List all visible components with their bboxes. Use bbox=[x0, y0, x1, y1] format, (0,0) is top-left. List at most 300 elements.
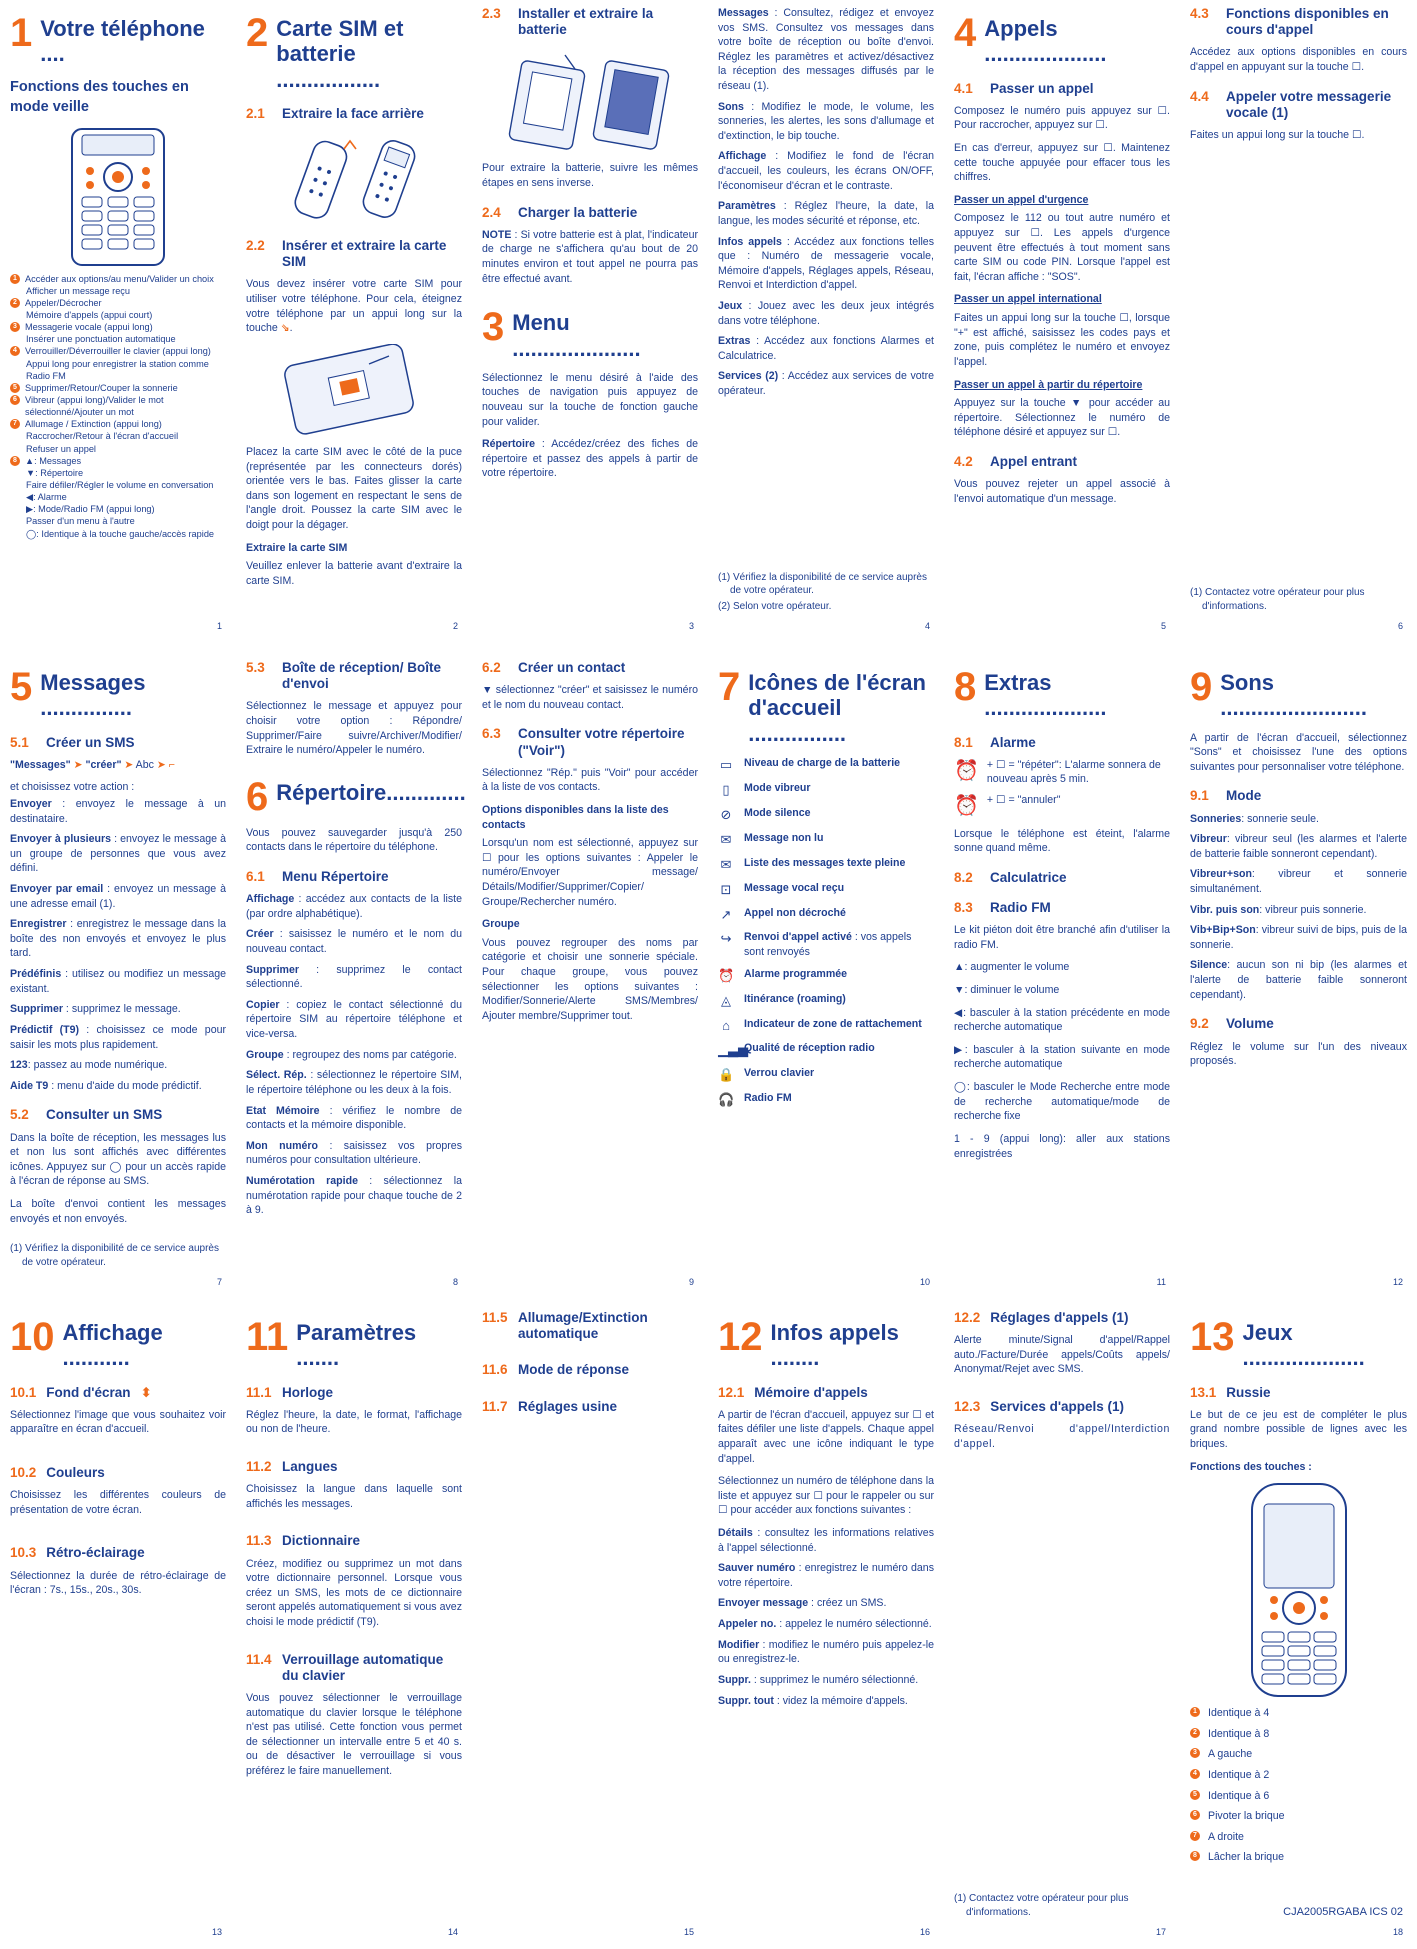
paragraph: Sélectionnez "Rép." puis "Voir" pour accéder à la liste de vos contacts. bbox=[482, 766, 698, 794]
status-icon-label bbox=[744, 930, 934, 959]
definition-item bbox=[718, 1561, 934, 1590]
definition-term: Affichage bbox=[246, 893, 295, 906]
key-function-text: Faire défiler/Régler le volume en conversation bbox=[26, 479, 214, 490]
radio-control-item: ◯: basculer le Mode Recherche entre mode de recherche automatique/mode de recherche fixe bbox=[954, 1081, 1170, 1123]
menu-path-step: "Messages" bbox=[10, 758, 71, 771]
definition-term: Supprimer bbox=[246, 963, 299, 976]
sub-heading: Extraire la carte SIM bbox=[246, 541, 348, 554]
section-title: Fonctions des touches en mode veille bbox=[10, 78, 189, 115]
page-number: 12 bbox=[1392, 1276, 1403, 1287]
definition-text: : appelez le numéro sélectionné. bbox=[776, 1618, 932, 1631]
definition-term: Modifier bbox=[718, 1638, 760, 1651]
definition-item bbox=[10, 832, 226, 876]
section-title: Mémoire d'appels bbox=[754, 1384, 868, 1400]
chapter-title: Carte SIM et batterie ................. bbox=[276, 16, 404, 92]
definition-text: : envoyez le message à un groupe de personnes que vous avez défini. bbox=[10, 833, 226, 875]
definition-item bbox=[1190, 923, 1407, 952]
status-icon-item bbox=[718, 806, 934, 824]
key-function-item bbox=[10, 418, 226, 430]
status-icon-label bbox=[744, 881, 844, 896]
section-heading bbox=[954, 735, 1170, 751]
chapter-title: Icônes de l'écran d'accueil ................ bbox=[748, 670, 926, 746]
definition-term: Suppr. tout bbox=[718, 1694, 774, 1707]
definition-item bbox=[1190, 867, 1407, 896]
footnote: (1) Vérifiez la disponibilité de ce service auprès de votre opérateur. bbox=[10, 1243, 219, 1269]
section-heading bbox=[10, 1385, 226, 1401]
definition-term: Vib+Bip+Son bbox=[1190, 924, 1256, 937]
definition-term: Créer bbox=[246, 928, 274, 941]
status-icon-name: Message vocal reçu bbox=[744, 881, 845, 894]
key-number-badge: 2 bbox=[10, 298, 20, 308]
definition-term: Groupe bbox=[246, 1048, 284, 1061]
definition-term: Appeler no. bbox=[718, 1618, 777, 1631]
chapter-title: Extras .................... bbox=[984, 670, 1107, 721]
key-function-text: ◀: Alarme bbox=[26, 492, 67, 503]
page-15 bbox=[472, 1310, 708, 1942]
status-icon-note: : vos appels sont renvoyés bbox=[744, 931, 912, 959]
section-title: Insérer et extraire la carte SIM bbox=[282, 238, 447, 270]
roaming-icon: ◬ bbox=[721, 992, 731, 1008]
key-function-text: Insérer une ponctuation automatique bbox=[26, 334, 176, 345]
alarm-clock-icon: ⏰ bbox=[954, 795, 979, 817]
paragraph-text: : Si votre batterie est à plat, l'indicateur de charge ne s'affichera qu'au bout de 20 minutes environ et tout appel ne pourra pas être effectué avant. bbox=[482, 228, 698, 285]
paragraph: Vous pouvez rejeter un appel associé à l'envoi automatique d'un message. bbox=[954, 478, 1170, 505]
key-function-item bbox=[10, 382, 226, 394]
note-label: NOTE bbox=[482, 228, 512, 241]
definition-term: Paramètres bbox=[718, 200, 776, 213]
definition-item bbox=[10, 967, 226, 996]
status-icon-name: Verrou clavier bbox=[744, 1067, 815, 1080]
key-number-badge: 5 bbox=[10, 383, 20, 393]
status-icon-label bbox=[744, 992, 846, 1007]
up-down-arrows-icon: ⬍ bbox=[140, 1384, 152, 1400]
key-function-item bbox=[10, 285, 226, 297]
status-icon-item bbox=[718, 1091, 934, 1109]
chapter-title: Affichage ........... bbox=[62, 1320, 163, 1371]
section-heading bbox=[954, 1310, 1170, 1326]
section-number: 8.2 bbox=[954, 869, 973, 885]
definition-text: : choisissez ce mode pour saisir les mots plus rapidement. bbox=[10, 1023, 227, 1051]
definition-text: : saisissez vos propres numéros pour consultation ultérieure. bbox=[246, 1139, 462, 1167]
definition-term: Vibr. puis son bbox=[1190, 903, 1260, 916]
page-number: 5 bbox=[1160, 620, 1166, 631]
definition-item bbox=[718, 1617, 934, 1632]
definition-item bbox=[246, 963, 462, 992]
chapter-heading bbox=[718, 1315, 934, 1371]
sound-mode-list bbox=[1190, 812, 1407, 1003]
menu-path bbox=[10, 758, 226, 773]
definition-term: Silence bbox=[1190, 959, 1228, 972]
definition-item bbox=[718, 299, 934, 328]
footnote: (1) Contactez votre opérateur pour plus d'informations. bbox=[1190, 587, 1365, 613]
arrow-right-icon: ➤ bbox=[124, 758, 134, 771]
status-icon-name: Liste des messages texte pleine bbox=[744, 856, 906, 869]
key-function-text: Allumage / Extinction (appui long) bbox=[25, 419, 162, 430]
section-heading bbox=[482, 6, 698, 38]
page-6 bbox=[1180, 6, 1417, 636]
status-icon-name: Radio FM bbox=[744, 1092, 792, 1105]
status-icon-label bbox=[744, 1091, 792, 1106]
game-key-list bbox=[1190, 1706, 1407, 1865]
section-number: 12.3 bbox=[954, 1399, 981, 1415]
section-heading bbox=[954, 454, 1170, 470]
section-title: Calculatrice bbox=[990, 869, 1067, 885]
definition-text: : Réglez l'heure, la date, la langue, les modes sécurité et réponse, etc. bbox=[718, 200, 934, 227]
paragraph: Le kit piéton doit être branché afin d'utiliser la radio FM. bbox=[954, 924, 1170, 951]
definition-item bbox=[10, 917, 226, 961]
section-title: Alarme bbox=[990, 734, 1036, 750]
footnotes bbox=[10, 1242, 222, 1272]
chapter-heading bbox=[1190, 665, 1407, 721]
chapter-title: Votre téléphone .... bbox=[40, 16, 205, 67]
paragraph: Dans la boîte de réception, les messages lus et non lus sont affichés avec différentes icônes. Appuyez sur ◯ pour un accès rapide à l'écran de réponse au SMS. bbox=[10, 1131, 226, 1188]
section-heading bbox=[1190, 6, 1407, 38]
radio-control-item: 1 - 9 (appui long): aller aux stations enregistrées bbox=[954, 1132, 1170, 1160]
definition-text: : consultez les informations relatives à l'appel sélectionné. bbox=[718, 1527, 934, 1554]
page-18 bbox=[1180, 1310, 1417, 1942]
section-title: Boîte de réception/ Boîte d'envoi bbox=[282, 660, 442, 692]
definition-term: Numérotation rapide bbox=[246, 1174, 358, 1187]
paragraph-text: : Accédez/créez des fiches de répertoire et passez des appels à partir de votre répertoire. bbox=[482, 438, 698, 480]
definition-item bbox=[718, 1638, 934, 1667]
definition-term: Détails bbox=[718, 1527, 753, 1540]
key-function-item bbox=[10, 309, 226, 321]
definition-term: Copier bbox=[246, 998, 280, 1011]
key-function-item bbox=[10, 394, 226, 418]
key-number-badge: 7 bbox=[1190, 1831, 1200, 1841]
chapter-number: 5 bbox=[10, 665, 33, 709]
definition-item bbox=[718, 6, 934, 94]
chapter-title: Jeux .................... bbox=[1242, 1320, 1365, 1371]
paragraph: Composez le 112 ou tout autre numéro et appuyez sur ☐. Les appels d'urgence peuvent être effectués à tout moment sans carte SIM ou code PIN. Lorsque l'appel est fait, l'écran affiche : "SOS". bbox=[954, 212, 1170, 283]
definition-term: Sélect. Rép. bbox=[246, 1069, 307, 1082]
section-heading bbox=[1190, 89, 1407, 121]
game-key-item bbox=[1190, 1809, 1407, 1824]
paragraph: A partir de l'écran d'accueil, sélectionnez "Sons" et choisissez l'une des options suivantes pour personnaliser votre téléphone. bbox=[1190, 731, 1407, 773]
section-title: Mode bbox=[1226, 788, 1262, 804]
paragraph: Sélectionnez le menu désiré à l'aide des touches de navigation puis appuyez de nouveau sur la touche de fonction gauche pour valider. bbox=[482, 371, 698, 428]
paragraph: Choisissez la langue dans laquelle sont affichés les messages. bbox=[246, 1483, 462, 1510]
definition-text: : Accédez aux services de votre opérateur. bbox=[718, 370, 934, 398]
voicemail-icon: ⊡ bbox=[720, 881, 732, 897]
section-title: Verrouillage automatique du clavier bbox=[282, 1651, 444, 1683]
key-function-item bbox=[10, 455, 226, 467]
key-function-item bbox=[10, 515, 226, 527]
section-heading bbox=[246, 1533, 462, 1549]
footnotes bbox=[718, 571, 930, 616]
paragraph-text: Vous devez insérer votre carte SIM pour utiliser votre téléphone. Pour cela, éteignez votre téléphone par un appui long sur la touche bbox=[246, 278, 462, 335]
section-heading bbox=[246, 238, 462, 270]
section-heading bbox=[954, 900, 1170, 916]
paragraph: Sélectionnez l'image que vous souhaitez voir apparaître en écran d'accueil. bbox=[10, 1408, 226, 1436]
key-function-text: ▶: Mode/Radio FM (appui long) bbox=[26, 504, 155, 515]
paragraph: En cas d'erreur, appuyez sur ☐. Maintenez cette touche appuyée pour effacer tous les chiffres. bbox=[954, 142, 1170, 184]
definition-text: : copiez le contact sélectionné du répertoire SIM au répertoire téléphone et vice-versa. bbox=[246, 998, 462, 1041]
paragraph bbox=[482, 437, 698, 481]
status-icon-list bbox=[718, 756, 934, 1109]
key-function-item bbox=[10, 273, 226, 285]
page-number: 6 bbox=[1397, 620, 1403, 631]
definition-term: 123 bbox=[10, 1059, 28, 1072]
game-phone-illustration bbox=[1244, 1480, 1354, 1700]
section-heading bbox=[10, 1107, 226, 1123]
chapter-number: 7 bbox=[718, 665, 741, 709]
definition-item bbox=[10, 797, 226, 826]
status-icon-item bbox=[718, 1041, 934, 1059]
section-number: 4.1 bbox=[954, 80, 973, 96]
status-icon-label bbox=[744, 781, 811, 796]
paragraph: Choisissez les différentes couleurs de présentation de votre écran. bbox=[10, 1489, 226, 1516]
key-function-text: ▼: Répertoire bbox=[26, 467, 84, 478]
definition-item bbox=[718, 369, 934, 398]
definition-item bbox=[10, 1058, 226, 1073]
game-key-item bbox=[1190, 1768, 1407, 1783]
missed-call-icon: ↗ bbox=[720, 906, 732, 922]
chapter-heading bbox=[954, 11, 1170, 67]
page-8 bbox=[236, 660, 472, 1292]
definition-text: : Jouez avec les deux jeux intégrés dans votre téléphone. bbox=[718, 299, 934, 327]
section-heading bbox=[246, 106, 462, 122]
section-heading bbox=[246, 1385, 462, 1401]
definition-text: : utilisez ou modifiez un message existant. bbox=[10, 968, 226, 995]
alarm-icon: ⏰ bbox=[718, 967, 735, 983]
section-number: 8.3 bbox=[954, 900, 973, 915]
game-key-item bbox=[1190, 1850, 1407, 1865]
section-number: 11.2 bbox=[246, 1459, 272, 1474]
paragraph: Sélectionnez un numéro de téléphone dans la liste et appuyez sur ☐ pour le rappeler ou sur ☐ pour accéder aux fonctions suivantes : bbox=[718, 1475, 934, 1517]
unread-message-icon: ✉ bbox=[720, 831, 732, 847]
paragraph: ▼ sélectionnez "créer" et saisissez le numéro et le nom du nouveau contact. bbox=[482, 684, 698, 711]
paragraph: Créez, modifiez ou supprimez un mot dans votre dictionnaire personnel. Lorsque vous créez un SMS, les mots de ce dictionnaire seront appelés automatiquement si vous avez choisi le mode prédictif (T9). bbox=[246, 1557, 462, 1629]
page-4 bbox=[708, 6, 944, 636]
call-log-options-list bbox=[718, 1526, 934, 1708]
sub-heading: Passer un appel à partir du répertoire bbox=[954, 378, 1143, 391]
status-icon-name: Alarme programmée bbox=[744, 967, 848, 980]
definition-term: Vibreur+son bbox=[1190, 868, 1252, 881]
section-heading bbox=[954, 870, 1170, 886]
silent-icon: ⊘ bbox=[720, 806, 732, 822]
section-heading bbox=[10, 735, 226, 751]
definition-item bbox=[1190, 958, 1407, 1002]
section-title: Mode de réponse bbox=[518, 1362, 630, 1378]
key-function-item bbox=[10, 467, 226, 479]
alarm-cancel-text: + ☐ = "annuler" bbox=[986, 794, 1061, 806]
definition-text: : passez au mode numérique. bbox=[27, 1059, 168, 1072]
key-function-item bbox=[10, 479, 226, 491]
battery-illustration bbox=[505, 45, 675, 155]
section-title: Appeler votre messagerie vocale (1) bbox=[1226, 88, 1392, 120]
left-softkey-icon: ⌐ bbox=[168, 758, 175, 771]
key-number-badge: 8 bbox=[1190, 1851, 1200, 1861]
alarm-row bbox=[954, 793, 1170, 821]
arrow-right-icon: ➤ bbox=[156, 758, 166, 771]
chapter-title: Infos appels ........ bbox=[770, 1320, 899, 1371]
definition-text: : sélectionnez le répertoire SIM, le répertoire téléphone ou les deux à la fois. bbox=[246, 1069, 462, 1096]
definition-term: Enregistrer bbox=[10, 918, 67, 931]
definition-item bbox=[718, 1596, 934, 1611]
definition-text: : Modifiez le mode, le volume, les sonneries, les alertes, les sons d'allumage et d'extinction, le bip touche. bbox=[718, 100, 934, 142]
status-icon-item bbox=[718, 967, 934, 985]
key-function-text: ▲: Messages bbox=[25, 455, 82, 466]
chapter-heading bbox=[10, 11, 226, 67]
footnote: (1) Vérifiez la disponibilité de ce service auprès de votre opérateur. bbox=[718, 571, 927, 597]
definition-text: : sonnerie seule. bbox=[1241, 812, 1319, 825]
definition-term: Extras bbox=[718, 335, 751, 348]
definition-text: : menu d'aide du mode prédictif. bbox=[48, 1079, 202, 1092]
game-key-text: Pivoter la brique bbox=[1208, 1810, 1285, 1823]
game-key-item bbox=[1190, 1830, 1407, 1845]
status-icon-label bbox=[744, 1041, 875, 1056]
paragraph: Faites un appui long sur la touche ☐. bbox=[1190, 128, 1365, 141]
definition-item bbox=[718, 149, 934, 193]
section-title: Fond d'écran bbox=[46, 1384, 131, 1400]
definition-term: Etat Mémoire bbox=[246, 1104, 320, 1117]
section-number: 8.1 bbox=[954, 734, 973, 750]
status-icon-label bbox=[744, 1017, 922, 1032]
section-title: Rétro-éclairage bbox=[46, 1545, 145, 1561]
section-heading bbox=[10, 1545, 226, 1561]
key-number-badge: 4 bbox=[1190, 1769, 1200, 1779]
status-icon-label bbox=[744, 806, 811, 821]
key-function-list bbox=[10, 273, 226, 540]
section-heading bbox=[482, 1310, 698, 1342]
section-number: 10.3 bbox=[10, 1545, 37, 1561]
definition-item bbox=[1190, 812, 1407, 827]
game-key-text: Identique à 2 bbox=[1208, 1769, 1270, 1782]
section-title: Réglages d'appels (1) bbox=[990, 1310, 1129, 1325]
chapter-title: Appels .................... bbox=[984, 16, 1107, 67]
paragraph: Sélectionnez la durée de rétro-éclairage de l'écran : 7s., 15s., 20s., 30s. bbox=[10, 1569, 226, 1597]
game-key-item bbox=[1190, 1706, 1407, 1721]
section-title: Consulter votre répertoire ("Voir") bbox=[518, 726, 685, 758]
definition-term: Suppr. bbox=[718, 1673, 751, 1686]
signal-icon: ▁▃▅ bbox=[718, 1042, 748, 1058]
page-17 bbox=[944, 1310, 1180, 1942]
definition-text: : Modifiez le fond de l'écran d'accueil, les couleurs, les écrans ON/OFF, l'économiseur d'écran et le contraste. bbox=[718, 150, 934, 192]
page-number: 3 bbox=[688, 620, 694, 631]
key-function-text: Supprimer/Retour/Couper la sonnerie bbox=[25, 382, 178, 393]
section-number: 12.1 bbox=[718, 1384, 745, 1400]
game-key-item bbox=[1190, 1727, 1407, 1742]
section-number: 2.3 bbox=[482, 6, 501, 21]
key-function-text: Appui long pour enregistrer la station comme Radio FM bbox=[26, 358, 209, 381]
definition-term: Prédictif (T9) bbox=[10, 1023, 80, 1036]
paragraph: Lorsque le téléphone est éteint, l'alarme sonne quand même. bbox=[954, 827, 1170, 855]
key-function-item bbox=[10, 491, 226, 503]
definition-text: : supprimez le numéro sélectionné. bbox=[750, 1673, 919, 1686]
definition-term: Envoyer à plusieurs bbox=[10, 833, 111, 846]
definition-term: Vibreur bbox=[1190, 833, 1227, 846]
footnotes bbox=[1190, 586, 1403, 616]
paragraph: Faites un appui long sur la touche ☐, lorsque "+" est affiché, saisissez les codes pays et zone, puis complétez le numéro et envoyez l'appel. bbox=[954, 312, 1170, 368]
status-icon-item bbox=[718, 831, 934, 849]
section-heading bbox=[1190, 788, 1407, 804]
chapter-heading bbox=[246, 1315, 462, 1371]
page-10 bbox=[708, 660, 944, 1292]
status-icon-item bbox=[718, 930, 934, 959]
chapter-number: 9 bbox=[1190, 665, 1213, 709]
page-2 bbox=[236, 6, 472, 636]
paragraph: Vous pouvez regrouper des noms par catégorie et choisir une sonnerie spéciale. Pour chaque groupe, vous pouvez sélectionner les options suivantes : Modifier/Sonnerie/Alerte SMS/Membres/ Ajouter membre/Supprimer tout. bbox=[482, 936, 698, 1022]
key-number-badge: 8 bbox=[10, 456, 20, 466]
section-number: 11.1 bbox=[246, 1384, 272, 1400]
section-heading bbox=[246, 1652, 462, 1684]
section-number: 10.2 bbox=[10, 1465, 37, 1480]
definition-item bbox=[246, 892, 462, 921]
section-heading bbox=[1190, 1016, 1407, 1032]
chapter-heading bbox=[246, 11, 462, 92]
footnote: (1) Contactez votre opérateur pour plus d'informations. bbox=[954, 1893, 1129, 1919]
page-7 bbox=[0, 660, 236, 1292]
definition-item bbox=[246, 1104, 462, 1133]
key-function-text: Refuser un appel bbox=[26, 443, 96, 454]
alarm-clock-icon: ⏰ bbox=[954, 759, 979, 782]
definition-term: Prédéfinis bbox=[10, 968, 62, 981]
status-icon-name: Itinérance (roaming) bbox=[744, 992, 846, 1005]
game-key-item bbox=[1190, 1747, 1407, 1762]
chapter-heading bbox=[10, 665, 226, 721]
document-code: CJA2005RGABA ICS 02 bbox=[1283, 1905, 1403, 1918]
page-number: 11 bbox=[1156, 1276, 1166, 1287]
section-title: Installer et extraire la batterie bbox=[518, 6, 654, 38]
paragraph: Alerte minute/Signal d'appel/Rappel auto./Facture/Durée appels/Coûts appels/ Anonymat/Rejet avec SMS. bbox=[954, 1334, 1170, 1376]
arrow-right-icon: ➤ bbox=[73, 758, 83, 771]
section-number: 2.4 bbox=[482, 204, 501, 220]
definition-text: : vibreur seul (les alarmes et l'alerte de batterie faible sonneront cependant). bbox=[1190, 833, 1407, 860]
page-number: 7 bbox=[216, 1276, 222, 1287]
definition-term: Mon numéro bbox=[246, 1139, 319, 1152]
chapter-title: Sons ........................ bbox=[1220, 670, 1367, 721]
section-number: 13.1 bbox=[1190, 1384, 1217, 1400]
key-number-badge: 6 bbox=[1190, 1810, 1200, 1820]
sub-heading: Fonctions des touches : bbox=[1190, 1460, 1312, 1473]
definition-item bbox=[246, 998, 462, 1042]
chapter-number: 12 bbox=[718, 1315, 763, 1359]
section-title: Appel entrant bbox=[990, 453, 1078, 469]
section-number: 6.3 bbox=[482, 726, 501, 742]
page-1 bbox=[0, 6, 236, 636]
key-function-item bbox=[10, 430, 226, 442]
key-function-text: Appeler/Décrocher bbox=[25, 297, 102, 308]
status-icon-name: Qualité de réception radio bbox=[744, 1042, 875, 1055]
page-5 bbox=[944, 6, 1180, 636]
radio-control-item: ▶: basculer à la station suivante en mode recherche automatique bbox=[954, 1043, 1170, 1071]
section-heading bbox=[482, 205, 698, 221]
definition-text: : vibreur puis sonnerie. bbox=[1259, 903, 1367, 916]
directory-menu-list bbox=[246, 892, 462, 1218]
section-title: Réglages usine bbox=[518, 1398, 618, 1414]
section-number: 11.7 bbox=[482, 1398, 508, 1414]
status-icon-item bbox=[718, 1017, 934, 1035]
page-16 bbox=[708, 1310, 944, 1942]
status-icon-name: Renvoi d'appel activé bbox=[744, 931, 852, 944]
definition-term: Supprimer bbox=[10, 1003, 63, 1016]
sub-heading: Options disponibles dans la liste des contacts bbox=[482, 804, 669, 831]
page-14 bbox=[236, 1310, 472, 1942]
paragraph: Pour extraire la batterie, suivre les mêmes étapes en sens inverse. bbox=[482, 162, 698, 189]
definition-item bbox=[246, 1139, 462, 1168]
section-number: 11.6 bbox=[482, 1362, 508, 1378]
page-number: 13 bbox=[211, 1926, 222, 1937]
section-heading bbox=[718, 1385, 934, 1401]
definition-item bbox=[246, 1048, 462, 1063]
sms-action-list bbox=[10, 797, 226, 1093]
paragraph: Vous devez insérer votre carte SIM pour utiliser votre téléphone. Pour cela, éteignez votre téléphone par un appui long sur la touche ⇘. bbox=[246, 278, 462, 335]
status-icon-item bbox=[718, 856, 934, 874]
section-heading bbox=[482, 726, 698, 758]
section-heading bbox=[482, 1362, 698, 1378]
definition-term: Envoyer message bbox=[718, 1597, 809, 1610]
